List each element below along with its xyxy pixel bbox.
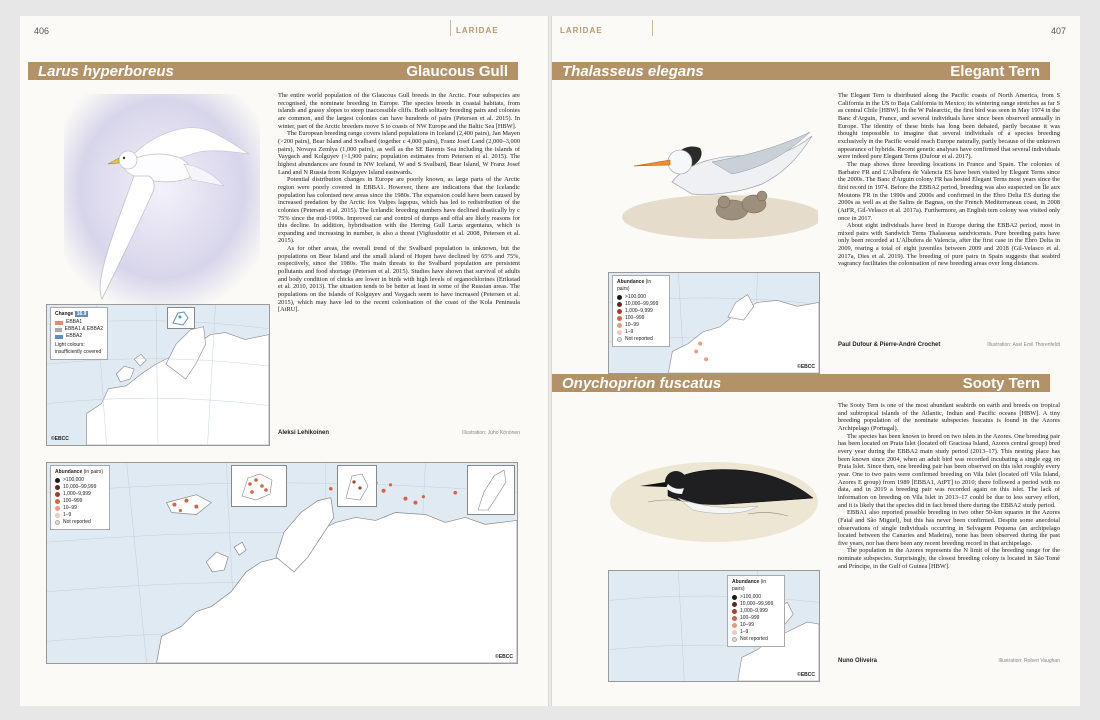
legend-item: >100,000 xyxy=(617,294,665,301)
legend-item: 10–99 xyxy=(617,322,665,329)
divider xyxy=(652,20,653,36)
legend-item: 10,000–99,999 xyxy=(732,601,780,608)
copyright: ©EBCC xyxy=(51,436,69,442)
legend-item: 100–999 xyxy=(617,315,665,322)
left-page xyxy=(20,16,548,706)
common-name: Glaucous Gull xyxy=(406,62,508,80)
author-name: Aleksi Lehikoinen xyxy=(278,430,330,436)
species-title-band xyxy=(552,374,1050,392)
species-text xyxy=(838,402,1060,570)
common-name: Elegant Tern xyxy=(950,62,1040,80)
paragraph: Potential distribution changes in Europe are poorly known, as large parts of the Arctic region were poorly covered in EBBA1. However, there are indications that the Icelandic population has colonised new areas since the 1980s. The expansion could have been caused by increased predation by the Arctic fox Vulpes lagopus, which has led to redistribution of the colonies (Petersen et al. 2015). The Icelandic breeding numbers have declined drastically by c 75% since the mid-1990s. Improved car and control of dumps and offal are likely reasons for this decline. In addition, hybridisation with the Herring Gull Larus argentatus, which is expanding and increasing in number, is also a threat (Vigfusdottir et al. 2008, Petersen et al. 2015). xyxy=(278,176,520,245)
paragraph: The Sooty Tern is one of the most abundant seabirds on earth and breeds on tropical and subtropical islands of the Atlantic, Indian and Pacific oceans [HBW]. A tiny breeding population of the nominate subspecies fuscatus is found in the Azores Archipelago (Portugal). xyxy=(838,402,1060,432)
tern-painting xyxy=(608,402,820,550)
legend-item: 10–99 xyxy=(732,622,780,629)
paragraph: The species has been known to breed on two islets in the Azores. One breeding pair has been located on Praia Islet (located off Graciosa Island, Azores central group) bred every year during the EBBA2 main study period (2013–17). This nesting place has been known since 2004, when an adult bird was recorded incubating a single egg on Praia Islet. Since then, one breeding pair has been observed on this islet roughly every year. One to two pairs were confirmed breeding on Vila Islet (located off Vila Island, Azores E group) from 1989 [EBBA1, AtPT] to 2010; there followed a period with no data, and in 2019 a breeding pair was recorded again on this islet. The lack of information on breeding on Vila Islet in 2013–17 could be due to less survey effort, and it is likely that the species did in fact breed there during the EBBA2 study period. xyxy=(838,432,1060,509)
illustrator-credit: Illustration: Juho Könönen xyxy=(462,430,520,436)
legend-item: 100–999 xyxy=(732,615,780,622)
species-text xyxy=(838,92,1060,268)
scientific-name: Onychoprion fuscatus xyxy=(562,374,722,392)
gull-painting xyxy=(64,94,260,306)
scientific-name: Larus hyperboreus xyxy=(38,62,174,80)
paragraph: The map shows three breeding locations in France and Spain. The colonies of Barbatre FR and L'Albufera de Valencia ES have been visited by Elegant Terns since the 2000s. The Banc d'Arguin colony FR has hosted Elegant Terns most years since the first record in 1974. Before the EBBA2 period, breeding was also suspected on Île aux Moutons FR in the 1990s and 2000s and confirmed in the Ebro Delta ES during the 2000s as well as at the Salins de Bagnas, on the French Mediterranean coast, in 2008 (AtFR, Gil-Velasco et al. 2017a). Furthermore, an English tern colony was visited only once in 2017. xyxy=(838,160,1060,222)
legend-item: 1,000–9,999 xyxy=(732,608,780,615)
novaya-zemlya-inset xyxy=(467,465,515,515)
glaucous-gull-illustration xyxy=(64,94,260,306)
right-page xyxy=(552,16,1080,706)
legend-item: 1–9 xyxy=(617,329,665,336)
legend-item: EBBA2 xyxy=(55,333,103,340)
legend-item: EBBA1 & EBBA2 xyxy=(55,326,103,333)
paragraph: EBBA1 also reported possible breeding in two other 50-km squares in the Azores (Faial and São Miguel), but this has never been confirmed. Despite some anecdotal observations of single individuals occurring in Selvagem Pequena (an archipelago located between the Canaries and Madeira), none has been observed during the past five years, nor has there been any recent breeding record in that archipelago. xyxy=(838,509,1060,547)
elegant-tern-map xyxy=(608,272,820,374)
copyright: ©EBCC xyxy=(797,364,815,370)
paragraph: The Elegant Tern is distributed along the Pacific coasts of North America, from S California in the US to Baja California in Mexico; its wintering range stretches as far S as central Chile [HBW]. In the W Palearctic, the first bird was seen in May 1974 in the Banc d'Arguin, France, and several individuals have since been observed annually in Europe. The identity of these birds has long been debated, partly because it was thought impossible to imagine that several individuals of a species breeding exclusively in the Pacific would reach Europe naturally, partly because of the unknown appearance of hybrids. Recent genetic analyses have confirmed that several individuals were indeed pure Elegant Terns (Dufour et al. 2017). xyxy=(838,92,1060,161)
svalbard-inset xyxy=(231,465,287,507)
illustrator-credit: Illustration: Robert Vaughan xyxy=(998,658,1060,664)
species-text xyxy=(278,92,520,314)
credits xyxy=(838,658,1060,664)
change-badge: 16.9 xyxy=(76,311,87,317)
paragraph: The population in the Azores represents the N limit of the breeding range for the nominate subspecies. Surprisingly, the closest breeding colony is located in São Tomé and Príncipe, in the Gulf of Guinea [HBW]. xyxy=(838,547,1060,570)
legend-item: 1–9 xyxy=(55,512,105,519)
paragraph: The European breeding range covers island populations in Iceland (2,400 pairs), Jan Mayen (>200 pairs), Bear Island and Svalbard (together c 4,000 pairs), Franz Josef Land (2,000–3,000 pairs), Novaya Zemlya (1,000 pairs), as well as the SE Barents Sea including the islands of Vaygach and Kolguyev (>1,900 pairs; population estimates from Petersen et al. 2015). The highest abundances are found in NW Iceland, W and S Svalbard, Bear Island, W Franz Josef Land and N Russia from Kolguyev Island eastwards. xyxy=(278,130,520,176)
abundance-legend: Abundance (in pairs) >100,000 10,000–99,999 1,000–9,999 100–999 10–99 1–9 Not reported xyxy=(612,275,670,347)
divider xyxy=(450,20,451,36)
legend-item: >100,000 xyxy=(732,594,780,601)
paragraph: The entire world population of the Glaucous Gull breeds in the Arctic. Four subspecies are recognised, the nominate breeding in Europe. The species breeds in coastal habitats, from islands and grassy slopes to steep inaccessible cliffs. Both solitary breeding pairs and colonies are common, and the largest colonies can have hundreds of pairs (Petersen et al. 2015). In winter, part of the Arctic breeders move S to coasts of NW Europe and the Baltic Sea [HBW]. xyxy=(278,92,520,130)
page-number: 406 xyxy=(34,26,50,36)
species-title-band xyxy=(552,62,1050,80)
tern-painting xyxy=(612,92,818,242)
author-name: Paul Dufour & Pierre-André Crochet xyxy=(838,342,941,348)
species-title-band xyxy=(28,62,518,80)
abundance-legend: Abundance (in pairs) >100,000 10,000–99,999 1,000–9,999 100–999 10–99 1–9 Not reported xyxy=(50,465,110,530)
illustrator-credit: Illustration: Axel Emil Thorenfeldt xyxy=(987,342,1060,348)
page-number: 407 xyxy=(1050,26,1066,36)
paragraph: About eight individuals have bred in Europe during the EBBA2 period, most in mixed pairs with Sandwich Terns Thalasseus sandvicensis. Pure breeding pairs have only been recorded at L'Albufera de Valencia, after the first case in the Ebro Delta in 2009, rearing a total of eight juveniles between 2009 and 2018 (Gil-Velasco et al. 2017a, Dies et al. 2019). The breeding of pure pairs in Spain suggests that seabird vagrancy facilitates the colonisation of new breeding areas over long distances. xyxy=(838,222,1060,268)
copyright: ©EBCC xyxy=(797,672,815,678)
legend-item: Not reported xyxy=(732,636,780,643)
legend-item: 1–9 xyxy=(732,629,780,636)
sooty-tern-map xyxy=(608,570,820,682)
legend-note: Light colours: insufficiently covered xyxy=(55,342,102,355)
paragraph: As for other areas, the overall trend of the Svalbard population is unknown, but the populations on Bear Island and the small island of Hopen have declined by 65% and 75%, respectively, since the 1980s. The main threats to the Svalbard population are persistent pollutants and food shortage (Petersen et al. 2015). Studies have shown that survival of adults and body condition of chicks are lower in birds with high levels of organochlorines (Erikstad et al. 2010, 2013). The situation tends to be better at least in some of the Russian areas. The populations on the islands of Kolguyev and Vaygach seem to have increased (Petersen et al. 2015), which may have led to the recent colonisation of the coast of the Kola Peninsula [AtRU]. xyxy=(278,245,520,314)
running-head: LARIDAE xyxy=(456,26,499,35)
copyright: ©EBCC xyxy=(495,654,513,660)
legend-item: >100,000 xyxy=(55,477,105,484)
elegant-tern-illustration xyxy=(612,92,818,242)
author-name: Nuno Oliveira xyxy=(838,658,878,664)
legend-item: 10,000–99,999 xyxy=(55,484,105,491)
svalbard-inset xyxy=(167,307,195,329)
credits xyxy=(838,342,1060,348)
credits xyxy=(278,430,520,436)
legend-item: EBBA1 xyxy=(55,319,103,326)
legend-item: 100–999 xyxy=(55,498,105,505)
legend-item: 10–99 xyxy=(55,505,105,512)
europe-landmass xyxy=(609,571,819,681)
running-head: LARIDAE xyxy=(560,26,603,35)
abundance-map xyxy=(46,462,518,664)
scientific-name: Thalasseus elegans xyxy=(562,62,704,80)
common-name: Sooty Tern xyxy=(962,374,1040,392)
jan-mayen-inset xyxy=(337,465,377,507)
legend-item: 1,000–9,999 xyxy=(617,308,665,315)
legend-item: 1,000–9,999 xyxy=(55,491,105,498)
legend-item: Not reported xyxy=(617,336,665,343)
change-map xyxy=(46,304,270,446)
abundance-legend: Abundance (in pairs) >100,000 10,000–99,999 1,000–9,999 100–999 10–99 1–9 Not reported xyxy=(727,575,785,647)
change-legend: Change 16.9 EBBA1 EBBA1 & EBBA2 EBBA2 Light colours: insufficiently covered xyxy=(50,307,108,360)
legend-item: Not reported xyxy=(55,519,105,526)
legend-item: 10,000–99,999 xyxy=(617,301,665,308)
sooty-tern-illustration xyxy=(608,402,820,550)
